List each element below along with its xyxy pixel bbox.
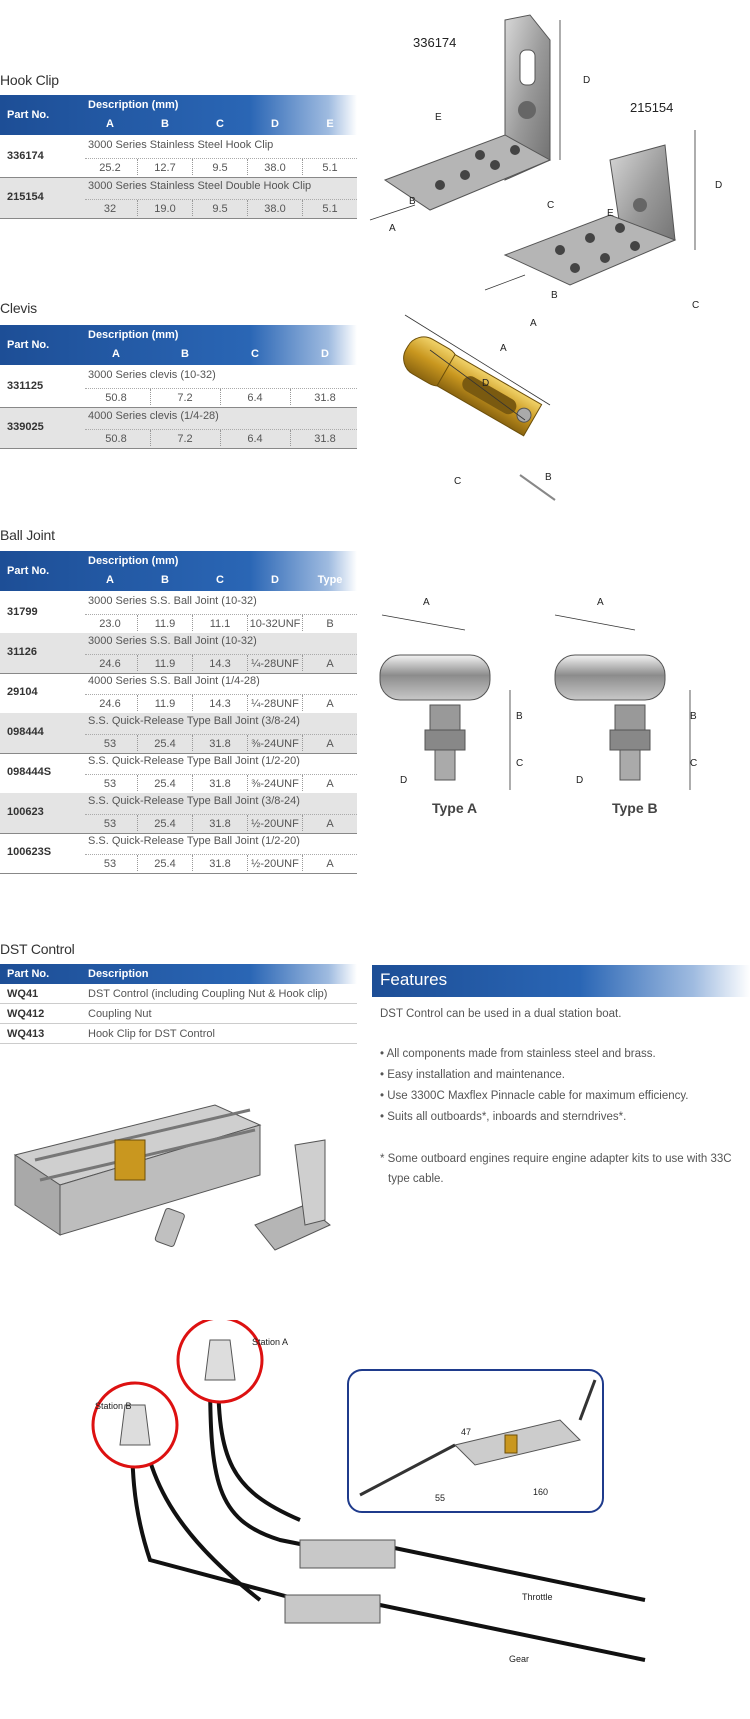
value-cell: ½-20UNF xyxy=(251,858,299,870)
table-row xyxy=(0,633,357,673)
value-cell: 32 xyxy=(103,203,117,215)
value-cell: ¼-28UNF xyxy=(251,658,299,670)
part-description: 3000 Series S.S. Ball Joint (10-32) xyxy=(88,595,257,607)
part-description: S.S. Quick-Release Type Ball Joint (1/2-20) xyxy=(88,835,300,847)
part-description: S.S. Quick-Release Type Ball Joint (1/2-20) xyxy=(88,755,300,767)
fig-label: D xyxy=(482,378,490,389)
fig-label: E xyxy=(607,208,614,219)
value-cell: A xyxy=(326,778,334,790)
dim-label: 55 xyxy=(435,1493,446,1503)
hook-clip-figure xyxy=(365,10,750,320)
part-number: 31126 xyxy=(7,646,37,658)
clevis-shape xyxy=(397,330,543,437)
fig-label: A xyxy=(500,343,507,354)
part-number: 100623 xyxy=(7,806,44,818)
station-b-lever xyxy=(120,1405,150,1445)
value-cell: 31.8 xyxy=(314,392,336,404)
fig-label: B xyxy=(551,290,558,301)
fig-label: A xyxy=(530,318,537,329)
value-cell: A xyxy=(326,858,334,870)
value-cell: 25.4 xyxy=(154,858,176,870)
header-col: B xyxy=(181,348,189,360)
part-description: 4000 Series S.S. Ball Joint (1/4-28) xyxy=(88,675,260,687)
part-description: S.S. Quick-Release Type Ball Joint (3/8-24) xyxy=(88,795,300,807)
dim-label: 160 xyxy=(533,1487,549,1497)
part-number: 215154 xyxy=(7,191,44,203)
features-intro: DST Control can be used in a dual station boat. xyxy=(380,1008,622,1020)
feature-bullet: • Use 3300C Maxflex Pinnacle cable for maximum efficiency. xyxy=(380,1090,689,1102)
fig-label: D xyxy=(400,775,408,786)
dst-control-product-image xyxy=(5,1085,345,1255)
fig-label: B xyxy=(545,472,552,483)
value-cell: 50.8 xyxy=(105,433,127,445)
clevis-title: Clevis xyxy=(0,300,37,316)
value-cell: 25.2 xyxy=(99,162,121,174)
part-number: 331125 xyxy=(7,380,44,392)
features-title: Features xyxy=(380,970,448,989)
part-number: 339025 xyxy=(7,421,44,433)
part-number: WQ41 xyxy=(7,988,39,1000)
features-note: * Some outboard engines require engine adapter kits to use with 33C xyxy=(380,1153,732,1165)
part-number: 31799 xyxy=(7,606,38,618)
hook-clip-table-header xyxy=(0,95,357,135)
station-a-label: Station A xyxy=(252,1337,289,1347)
station-b-label: Station B xyxy=(95,1401,132,1411)
value-cell: ⅜-24UNF xyxy=(251,778,299,790)
fig-label: D xyxy=(583,75,591,86)
fig-label: C xyxy=(690,758,698,769)
header-part-no: Part No. xyxy=(7,565,50,577)
table-row xyxy=(0,408,357,448)
feature-bullet: • Suits all outboards*, inboards and sterndrives*. xyxy=(380,1111,627,1123)
fig-label: C xyxy=(547,200,555,211)
header-part-no: Part No. xyxy=(7,339,50,351)
header-col: E xyxy=(326,118,334,130)
part-description: 3000 Series clevis (10-32) xyxy=(88,369,216,381)
part-description: Coupling Nut xyxy=(88,1008,152,1020)
header-description: Description (mm) xyxy=(88,329,179,341)
value-cell: 12.7 xyxy=(154,162,176,174)
table-row xyxy=(0,137,357,177)
part-number: 100623S xyxy=(7,846,52,858)
table-row xyxy=(0,673,357,713)
value-cell: 25.4 xyxy=(154,738,176,750)
value-cell: 53 xyxy=(103,858,117,870)
value-cell: 5.1 xyxy=(322,203,338,215)
header-description: Description (mm) xyxy=(88,555,179,567)
fig-label: A xyxy=(389,223,396,234)
hook-clip-336174-shape xyxy=(385,15,550,210)
part-description: 4000 Series clevis (1/4-28) xyxy=(88,410,219,422)
value-cell: 14.3 xyxy=(209,698,231,710)
value-cell: ¼-28UNF xyxy=(251,698,299,710)
value-cell: 50.8 xyxy=(105,392,127,404)
type-b-label: Type B xyxy=(612,800,658,816)
value-cell: 6.4 xyxy=(247,433,263,445)
part-number: 29104 xyxy=(7,686,38,698)
value-cell: A xyxy=(326,818,334,830)
dim-label: 47 xyxy=(461,1427,472,1437)
part-description: Hook Clip for DST Control xyxy=(88,1028,215,1040)
header-col: C xyxy=(251,348,259,360)
dst-control-shape xyxy=(15,1105,260,1235)
value-cell: 7.2 xyxy=(177,392,193,404)
value-cell: 24.6 xyxy=(99,698,121,710)
fig-label: C xyxy=(454,476,462,487)
header-col: D xyxy=(271,118,279,130)
fig-label: B xyxy=(409,196,416,207)
value-cell: 23.0 xyxy=(99,618,121,630)
fig-label: E xyxy=(435,112,442,123)
table-row xyxy=(0,367,357,407)
value-cell: A xyxy=(326,658,334,670)
ball-joint-type-b-shape xyxy=(555,655,665,780)
feature-bullet: • All components made from stainless steel and brass. xyxy=(380,1048,656,1060)
ball-joint-title: Ball Joint xyxy=(0,527,55,543)
part-description: 3000 Series Stainless Steel Hook Clip xyxy=(88,139,274,151)
fig-label: A xyxy=(597,597,604,608)
ball-joint-type-a-shape xyxy=(380,655,490,780)
ball-joint-table-header xyxy=(0,551,357,591)
part-number: 336174 xyxy=(7,150,44,162)
value-cell: A xyxy=(326,738,334,750)
value-cell: ⅜-24UNF xyxy=(251,738,299,750)
part-description: 3000 Series S.S. Ball Joint (10-32) xyxy=(88,635,257,647)
value-cell: 53 xyxy=(103,818,117,830)
header-col: B xyxy=(161,118,169,130)
fig-label: 336174 xyxy=(413,35,457,50)
value-cell: 14.3 xyxy=(209,658,231,670)
dst-table-header xyxy=(0,964,357,984)
clevis-table-header xyxy=(0,325,357,365)
header-col: D xyxy=(321,348,329,360)
fig-label: B xyxy=(690,711,697,722)
part-description: S.S. Quick-Release Type Ball Joint (3/8-24) xyxy=(88,715,300,727)
value-cell: 38.0 xyxy=(264,203,286,215)
header-description: Description xyxy=(88,968,149,980)
value-cell: 31.8 xyxy=(209,858,231,870)
fig-label: D xyxy=(715,180,723,191)
value-cell: 7.2 xyxy=(177,433,193,445)
value-cell: 5.1 xyxy=(322,162,338,174)
value-cell: 25.4 xyxy=(154,778,176,790)
table-row xyxy=(0,793,357,833)
header-part-no: Part No. xyxy=(7,109,50,121)
value-cell: 31.8 xyxy=(209,778,231,790)
table-row xyxy=(0,833,357,873)
fig-label: C xyxy=(516,758,524,769)
value-cell: 6.4 xyxy=(247,392,263,404)
table-row xyxy=(0,1004,357,1024)
part-description: DST Control (including Coupling Nut & Hook clip) xyxy=(88,988,328,1000)
ball-joint-figure xyxy=(370,590,750,820)
header-col: C xyxy=(216,118,224,130)
fig-label: 215154 xyxy=(630,100,674,115)
value-cell: 9.5 xyxy=(212,162,228,174)
features-header xyxy=(372,965,750,997)
header-col: A xyxy=(106,118,114,130)
gear-dst-unit xyxy=(285,1595,380,1623)
throttle-dst-unit xyxy=(300,1540,395,1568)
table-row xyxy=(0,593,357,633)
value-cell: 31.8 xyxy=(209,738,231,750)
part-description: 3000 Series Stainless Steel Double Hook Clip xyxy=(88,180,312,192)
table-row xyxy=(0,984,357,1004)
value-cell: 53 xyxy=(103,778,117,790)
fig-label: B xyxy=(516,711,523,722)
feature-bullet: • Easy installation and maintenance. xyxy=(380,1069,565,1081)
station-a-lever xyxy=(205,1340,235,1380)
header-description: Description (mm) xyxy=(88,99,179,111)
value-cell: 11.9 xyxy=(154,658,176,670)
part-number: 098444 xyxy=(7,726,44,738)
value-cell: 11.9 xyxy=(154,698,176,710)
table-row xyxy=(0,753,357,793)
table-row xyxy=(0,1024,357,1044)
hook-clip-title: Hook Clip xyxy=(0,72,59,88)
header-col: B xyxy=(161,574,169,586)
gear-label: Gear xyxy=(509,1654,530,1664)
value-cell: 24.6 xyxy=(99,658,121,670)
header-part-no: Part No. xyxy=(7,968,50,980)
fig-label: D xyxy=(576,775,584,786)
type-a-label: Type A xyxy=(432,800,478,816)
dst-system-diagram xyxy=(0,1320,750,1715)
value-cell: 53 xyxy=(103,738,117,750)
coupling-nut-shape xyxy=(154,1208,185,1248)
value-cell: 31.8 xyxy=(314,433,336,445)
value-cell: 38.0 xyxy=(264,162,286,174)
value-cell: 19.0 xyxy=(154,203,176,215)
value-cell: 9.5 xyxy=(212,203,228,215)
part-number: WQ412 xyxy=(7,1008,45,1020)
part-number: 098444S xyxy=(7,766,52,778)
header-col: Type xyxy=(317,574,343,586)
header-col: C xyxy=(216,574,224,586)
value-cell: A xyxy=(326,698,334,710)
throttle-label: Throttle xyxy=(522,1592,553,1602)
fig-label: A xyxy=(423,597,430,608)
value-cell: B xyxy=(326,618,334,630)
table-row xyxy=(0,178,357,218)
value-cell: 25.4 xyxy=(154,818,176,830)
header-col: A xyxy=(112,348,120,360)
value-cell: 11.9 xyxy=(154,618,176,630)
header-col: A xyxy=(106,574,114,586)
table-row xyxy=(0,713,357,753)
features-note: type cable. xyxy=(388,1173,444,1185)
value-cell: 11.1 xyxy=(209,618,231,630)
dst-control-title: DST Control xyxy=(0,941,75,957)
value-cell: 10-32UNF xyxy=(249,618,301,630)
fig-label: C xyxy=(692,300,700,311)
value-cell: 31.8 xyxy=(209,818,231,830)
header-col: D xyxy=(271,574,279,586)
value-cell: ½-20UNF xyxy=(251,818,299,830)
part-number: WQ413 xyxy=(7,1028,45,1040)
